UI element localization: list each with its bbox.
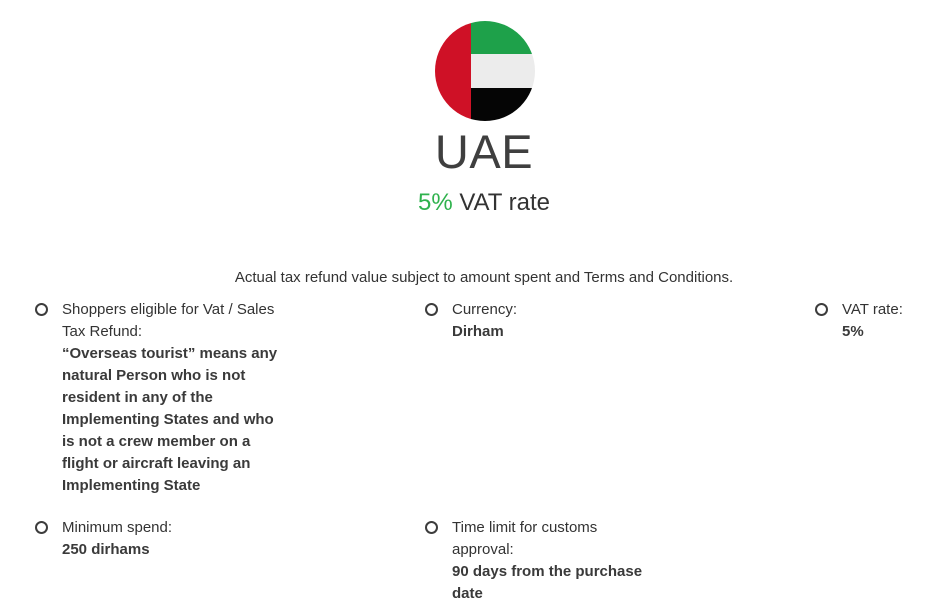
detail-label: Currency: bbox=[452, 301, 518, 318]
vat-rate-headline bbox=[0, 187, 934, 219]
detail-label: Shoppers eligible for Vat / Sales Tax Refund: bbox=[62, 301, 275, 340]
detail-value: 90 days from the purchase date bbox=[452, 563, 643, 602]
detail-minimum-spend bbox=[35, 517, 285, 561]
bullet-ring-icon bbox=[35, 303, 48, 316]
detail-label: Minimum spend: bbox=[62, 519, 173, 536]
detail-value: “Overseas tourist” means any natural Person who is not resident in any of the Implementing States and who is not a crew member on a flight or aircraft leaving an Implementing State bbox=[62, 345, 278, 494]
country-title: UAE bbox=[434, 125, 534, 178]
bullet-ring-icon bbox=[425, 303, 438, 316]
vat-rate-percent: 5% bbox=[417, 189, 453, 216]
bullet-ring-icon bbox=[425, 521, 438, 534]
detail-vat-rate bbox=[815, 299, 930, 343]
uae-flag-icon bbox=[435, 21, 535, 121]
detail-label: Time limit for customs approval: bbox=[452, 519, 598, 558]
flag-red-band bbox=[435, 21, 471, 121]
bullet-ring-icon bbox=[35, 521, 48, 534]
bullet-ring-icon bbox=[815, 303, 828, 316]
detail-label: VAT rate: bbox=[842, 301, 903, 318]
flag-white-band bbox=[471, 54, 535, 87]
vat-rate-suffix: VAT rate bbox=[452, 189, 551, 216]
disclaimer-text: Actual tax refund value subject to amount spent and Terms and Conditions. bbox=[234, 269, 734, 286]
detail-value: Dirham bbox=[452, 323, 504, 340]
detail-value: 5% bbox=[842, 323, 864, 340]
flag-green-band bbox=[471, 21, 535, 54]
detail-shoppers-eligible bbox=[35, 299, 285, 497]
detail-currency bbox=[425, 299, 675, 343]
flag-black-band bbox=[471, 88, 535, 121]
detail-time-limit bbox=[425, 517, 655, 605]
detail-value: 250 dirhams bbox=[62, 541, 150, 558]
